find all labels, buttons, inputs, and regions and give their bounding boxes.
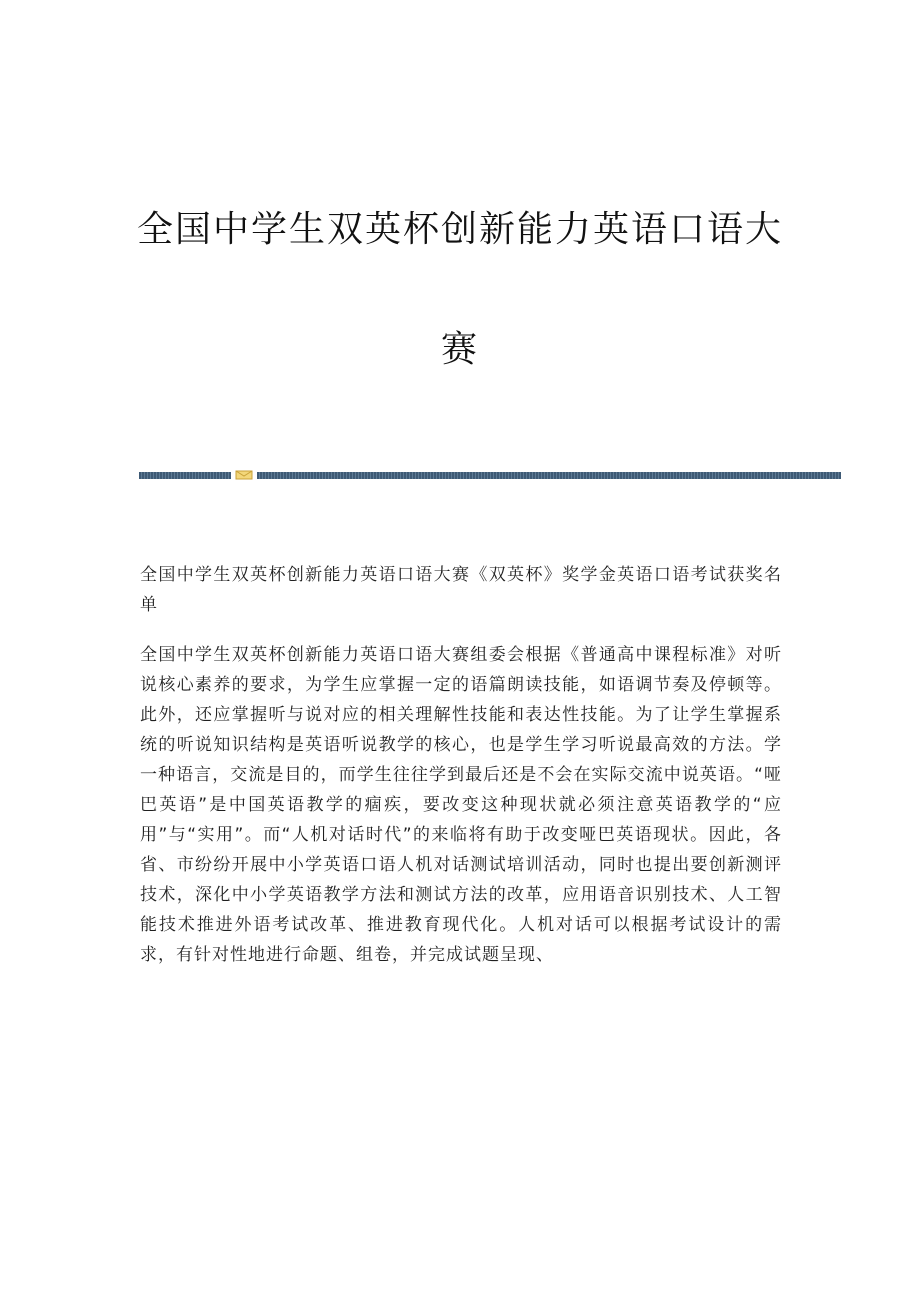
body-paragraph: 全国中学生双英杯创新能力英语口语大赛组委会根据《普通高中课程标准》对听说核心素养的要求，为学生应掌握一定的语篇朗读技能，如语调节奏及停顿等。此外，还应掌握听与说对应的相关理解性技能和表达性技能。为了让学生掌握系统的听说知识结构是英语听说教学的核心，也是学生学习听说最高效的方法。学一种语言，交流是目的，而学生往往学到最后还是不会在实际交流中说英语。“哑巴英语”是中国英语教学的痼疾，要改变这种现状就必须注意英语教学的“应用”与“实用”。而“人机对话时代”的来临将有助于改变哑巴英语现状。因此，各省、市纷纷开展中小学英语口语人机对话测试培训活动，同时也提出要创新测评技术，深化中小学英语教学方法和测试方法的改革，应用语音识别技术、人工智能技术推进外语考试改革、推进教育现代化。人机对话可以根据考试设计的需求，有针对性地进行命题、组卷，并完成试题呈现、 [140,645,782,965]
envelope-ornament-icon [235,470,253,480]
divider-bar-left [139,472,231,479]
divider-bar-right [257,472,841,479]
title-divider [139,470,841,480]
document-title [0,210,920,370]
document-body [140,560,782,990]
title-line-1: 全国中学生双英杯创新能力英语口语大 [136,209,783,250]
title-line-2: 赛 [440,329,479,370]
intro-heading-paragraph: 全国中学生双英杯创新能力英语口语大赛《双英杯》奖学金英语口语考试获奖名单 [140,565,782,615]
